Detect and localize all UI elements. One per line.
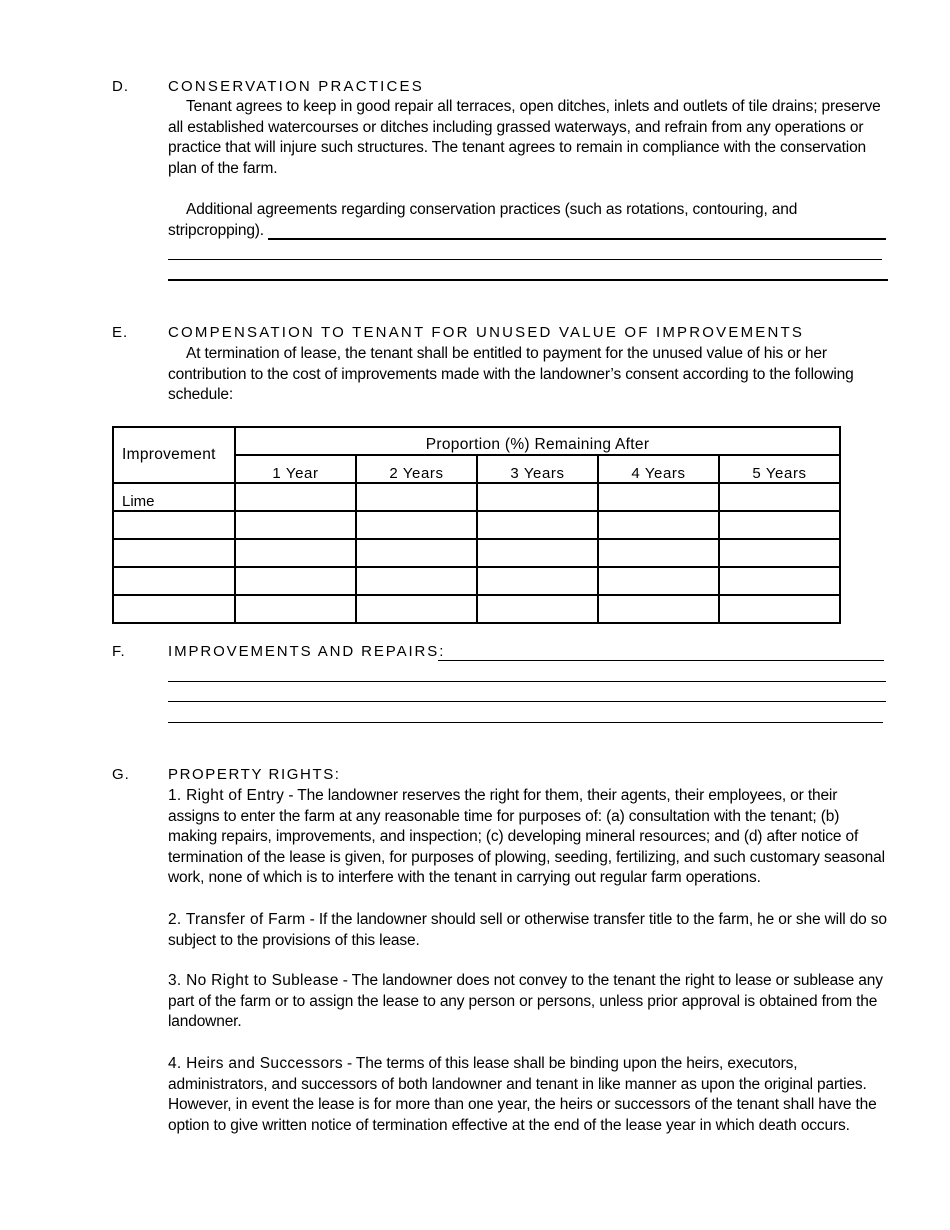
table-cell[interactable] — [356, 595, 477, 623]
property-right-text: - The landowner does not convey to the tenant the right to lease or sublease any part of the farm or to assign the lease to any person or persons, unless prior approval is obtained from the landowner. — [168, 972, 883, 1031]
section-d-letter: D. — [112, 78, 129, 95]
table-cell[interactable] — [719, 483, 840, 511]
conservation-agreements-line-1 — [268, 238, 886, 240]
improvement-schedule-table — [112, 426, 841, 624]
table-row — [113, 595, 840, 623]
property-right-text: - The landowner reserves the right for them, their agents, their employees, or their assigns to enter the farm at any reasonable time for purposes of: (a) consultation with the tenant; (b) making repairs, improvements, and inspection; (c) developing mineral resources; and (d) after notice of termination of the lease is given, for purposes of plowing, seeding, fertilizing, and such customary seasonal work, none of which is to interfere with the tenant in carrying out regular farm operations. — [168, 787, 885, 887]
table-cell[interactable] — [235, 483, 356, 511]
improvement-cell[interactable] — [113, 511, 235, 539]
table-row — [113, 539, 840, 567]
property-right-entry — [168, 786, 888, 889]
table-row — [113, 567, 840, 595]
property-right-sublease — [168, 971, 888, 1033]
property-right-title: 1. Right of Entry — [168, 787, 285, 804]
section-g-letter: G. — [112, 766, 130, 783]
improvements-repairs-input[interactable] — [440, 643, 884, 661]
year-3-header: 3 Years — [477, 455, 598, 483]
year-2-header: 2 Years — [356, 455, 477, 483]
section-e-letter: E. — [112, 324, 129, 341]
property-right-title: 4. Heirs and Successors — [168, 1055, 343, 1072]
table-cell[interactable] — [719, 511, 840, 539]
conservation-agreements-input[interactable] — [270, 220, 884, 238]
table-cell[interactable] — [235, 595, 356, 623]
table-cell[interactable] — [477, 595, 598, 623]
property-right-text: - The terms of this lease shall be binding upon the heirs, executors, administrators, and successors of both landowner and tenant in like manner as upon the original parties. However, in event the lease is for more than one year, the heirs or successors of the tenant shall have the option to give written notice of termination effective at the end of the lease year in which death occurs. — [168, 1055, 877, 1134]
section-e-heading: COMPENSATION TO TENANT FOR UNUSED VALUE OF IMPROVEMENTS — [168, 324, 805, 341]
year-1-header: 1 Year — [235, 455, 356, 483]
improvements-repairs-line-4[interactable] — [168, 722, 883, 723]
property-right-heirs — [168, 1054, 888, 1136]
table-cell[interactable] — [235, 539, 356, 567]
table-cell[interactable] — [477, 511, 598, 539]
conservation-agreements-line-2[interactable] — [168, 259, 882, 260]
table-cell[interactable] — [598, 483, 719, 511]
section-d-additional-line1: Additional agreements regarding conservation practices (such as rotations, contouring, and — [186, 201, 798, 218]
proportion-remaining-header: Proportion (%) Remaining After — [235, 427, 840, 455]
year-4-header: 4 Years — [598, 455, 719, 483]
section-d-heading: CONSERVATION PRACTICES — [168, 78, 424, 95]
table-cell[interactable] — [477, 539, 598, 567]
table-cell[interactable] — [598, 511, 719, 539]
section-d-additional-line2: stripcropping). — [168, 222, 264, 239]
section-g-heading: PROPERTY RIGHTS: — [168, 766, 341, 783]
table-cell[interactable] — [235, 567, 356, 595]
section-d-paragraph: Tenant agrees to keep in good repair all terraces, open ditches, inlets and outlets of tile drains; preserve all established watercourses or ditches including grassed waterways, and refrain from any operations or practice that will injure such structures. The tenant agrees to remain in compliance with the conservation plan of the farm. — [168, 98, 881, 177]
year-5-header: 5 Years — [719, 455, 840, 483]
table-cell[interactable] — [477, 483, 598, 511]
improvements-repairs-line-3[interactable] — [168, 701, 886, 702]
table-cell[interactable] — [356, 567, 477, 595]
table-cell[interactable] — [719, 567, 840, 595]
table-cell[interactable] — [356, 539, 477, 567]
improvement-cell[interactable] — [113, 539, 235, 567]
table-cell[interactable] — [598, 595, 719, 623]
improvement-column-header: Improvement — [113, 427, 235, 483]
improvement-cell[interactable]: Lime — [113, 483, 235, 511]
property-right-title: 3. No Right to Sublease — [168, 972, 339, 989]
section-f-heading: IMPROVEMENTS AND REPAIRS: — [168, 643, 446, 660]
table-cell[interactable] — [598, 567, 719, 595]
conservation-agreements-line-3[interactable] — [168, 279, 888, 281]
property-right-transfer — [168, 910, 888, 951]
section-f-letter: F. — [112, 643, 126, 660]
table-cell[interactable] — [719, 595, 840, 623]
property-right-title: 2. Transfer of Farm — [168, 911, 306, 928]
improvements-repairs-line-1 — [438, 660, 884, 661]
table-row — [113, 483, 840, 511]
table-cell[interactable] — [719, 539, 840, 567]
improvement-cell[interactable] — [113, 567, 235, 595]
property-right-text: - If the landowner should sell or otherwise transfer title to the farm, he or she will do so subject to the provisions of this lease. — [168, 911, 887, 949]
section-e-paragraph: At termination of lease, the tenant shall be entitled to payment for the unused value of his or her contribution to the cost of improvements made with the landowner’s consent according to the following schedule: — [168, 345, 854, 404]
table-cell[interactable] — [356, 483, 477, 511]
table-cell[interactable] — [235, 511, 356, 539]
improvements-repairs-line-2[interactable] — [168, 681, 886, 682]
table-cell[interactable] — [356, 511, 477, 539]
table-cell[interactable] — [477, 567, 598, 595]
improvement-cell[interactable] — [113, 595, 235, 623]
table-cell[interactable] — [598, 539, 719, 567]
table-row — [113, 511, 840, 539]
